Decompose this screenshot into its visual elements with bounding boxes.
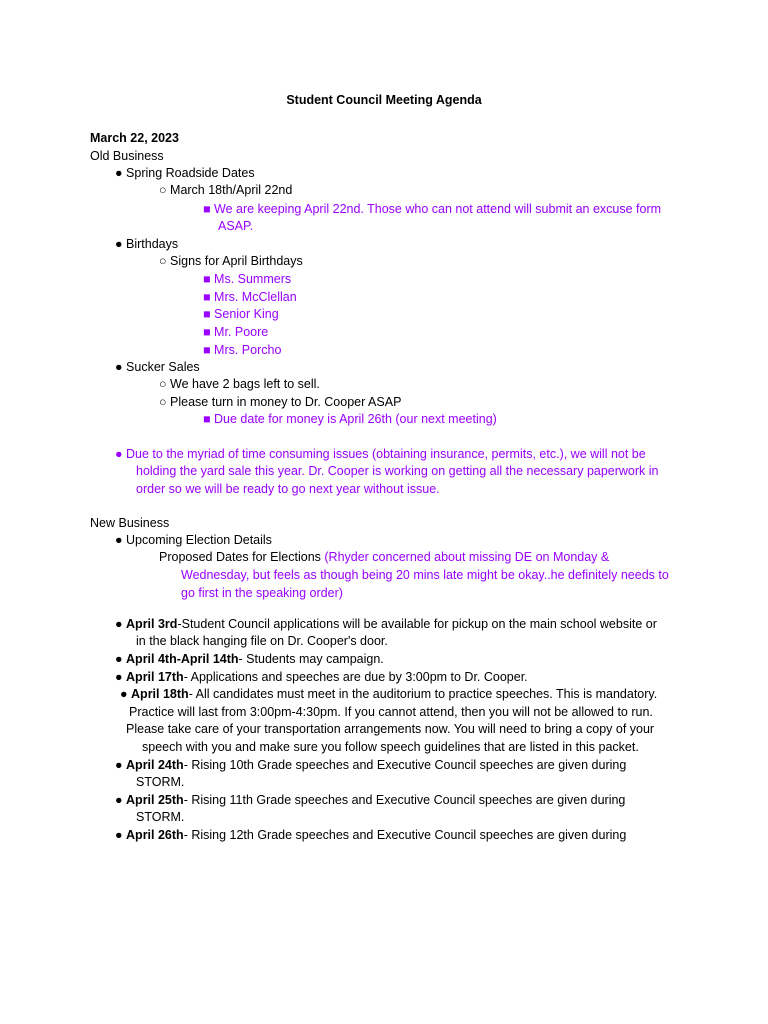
list-item: ■ We are keeping April 22nd. Those who can not attend will submit an excuse form	[203, 202, 662, 216]
list-item-continuation: holding the yard sale this year. Dr. Cooper is working on getting all the necessary paperwork in	[136, 464, 659, 478]
list-item: ● Birthdays	[115, 237, 179, 251]
list-item: ● April 24th- Rising 10th Grade speeches and Executive Council speeches are given during	[115, 758, 627, 772]
old-business-heading: Old Business	[90, 149, 164, 163]
list-item-continuation: order so we will be ready to go next year without issue.	[136, 482, 440, 496]
list-item: ● Upcoming Election Details	[115, 533, 272, 547]
list-item: ○ Please turn in money to Dr. Cooper ASAP	[159, 395, 402, 409]
proposed-dates-continuation: Wednesday, but feels as though being 20 mins late might be okay..he definitely needs to	[181, 568, 669, 582]
meeting-date: March 22, 2023	[90, 131, 179, 145]
list-item-continuation: ASAP.	[218, 219, 254, 233]
list-item-continuation: Please take care of your transportation arrangements now. You will need to bring a copy of your	[126, 722, 655, 736]
list-item: ○ Signs for April Birthdays	[159, 254, 303, 268]
list-item: ● April 3rd-Student Council applications will be available for pickup on the main school website or	[115, 617, 657, 631]
list-item: ● April 4th-April 14th- Students may campaign.	[115, 652, 384, 666]
page-title: Student Council Meeting Agenda	[286, 93, 482, 107]
proposed-dates-continuation: go first in the speaking order)	[181, 586, 343, 600]
list-item: ■ Mr. Poore	[203, 325, 269, 339]
list-item-continuation: STORM.	[136, 810, 185, 824]
list-item: ● April 25th- Rising 11th Grade speeches and Executive Council speeches are given during	[115, 793, 626, 807]
list-item: ● Spring Roadside Dates	[115, 166, 255, 180]
list-item: ■ Mrs. McClellan	[203, 290, 297, 304]
list-item: ● April 18th- All candidates must meet in the auditorium to practice speeches. This is mandatory.	[120, 687, 658, 701]
list-item: ● Sucker Sales	[115, 360, 200, 374]
new-business-heading: New Business	[90, 516, 170, 530]
proposed-dates-line: Proposed Dates for Elections (Rhyder concerned about missing DE on Monday &	[159, 550, 610, 564]
list-item: ■ Senior King	[203, 307, 279, 321]
list-item: ■ Due date for money is April 26th (our next meeting)	[203, 412, 497, 426]
list-item: ● April 26th- Rising 12th Grade speeches and Executive Council speeches are given during	[115, 828, 627, 842]
list-item-continuation: STORM.	[136, 775, 185, 789]
list-item-continuation: speech with you and make sure you follow speech guidelines that are listed in this packet.	[142, 740, 639, 754]
list-item: ○ March 18th/April 22nd	[159, 183, 293, 197]
list-item: ■ Ms. Summers	[203, 272, 292, 286]
list-item-continuation: in the black hanging file on Dr. Cooper's door.	[136, 634, 388, 648]
list-item: ● April 17th- Applications and speeches are due by 3:00pm to Dr. Cooper.	[115, 670, 528, 684]
list-item: ● Due to the myriad of time consuming issues (obtaining insurance, permits, etc.), we will not be	[115, 447, 646, 461]
list-item-continuation: Practice will last from 3:00pm-4:30pm. If you cannot attend, then you will not be allowed to run.	[129, 705, 653, 719]
list-item: ○ We have 2 bags left to sell.	[159, 377, 320, 391]
list-item: ■ Mrs. Porcho	[203, 343, 282, 357]
